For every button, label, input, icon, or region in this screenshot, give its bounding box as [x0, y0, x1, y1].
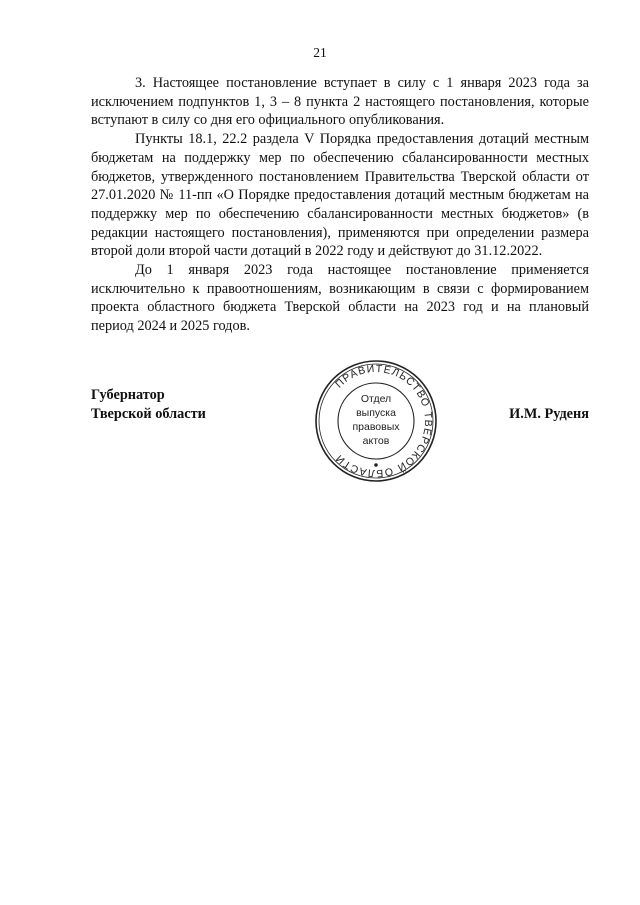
- signer-position: Губернатор: [91, 387, 165, 403]
- stamp-ring-text: ПРАВИТЕЛЬСТВО ТВЕРСКОЙ ОБЛАСТИ: [333, 362, 435, 480]
- stamp-center-line4: актов: [362, 435, 390, 447]
- stamp-center-line1: Отдел: [360, 393, 392, 405]
- stamp-center-line3: правовых: [352, 421, 400, 433]
- document-body: [91, 74, 589, 336]
- paragraph-subsidy-rules: Пункты 18.1, 22.2 раздела V Порядка предоставления дотаций местным бюджетам на поддержку мер по обеспечению сбалансированности местных бюджетов, утвержденного постановлением Правительства Тверской области от 27.01.2020 № 11-пп «О Порядке предоставления дотаций местным бюджетам на поддержку мер по обеспечению сбалансированности местных бюджетов» (в редакции настоящего постановления), применяются при определении размера второй доли второй части дотаций в 2022 году и действуют до 31.12.2022.: [91, 131, 589, 260]
- stamp-center-line2: выпуска: [356, 407, 396, 419]
- stamp-star-dot: [374, 463, 378, 467]
- paragraph-budget-scope: До 1 января 2023 года настоящее постановление применяется исключительно к правоотношениям, возникающим в связи с формированием проекта областного бюджета Тверской области на 2023 год и на плановый период 2024 и 2025 годов.: [91, 262, 589, 335]
- official-stamp: [312, 357, 440, 485]
- signer-region: Тверской области: [91, 405, 206, 422]
- paragraph-effective-date: 3. Настоящее постановление вступает в силу с 1 января 2023 года за исключением подпунктов 1, 3 – 8 пункта 2 настоящего постановления, которые вступают в силу со дня его официального опубликования.: [91, 75, 589, 129]
- signer-title: [91, 386, 206, 423]
- page-number: 21: [313, 45, 327, 60]
- signer-name: И.М. Руденя: [509, 405, 589, 422]
